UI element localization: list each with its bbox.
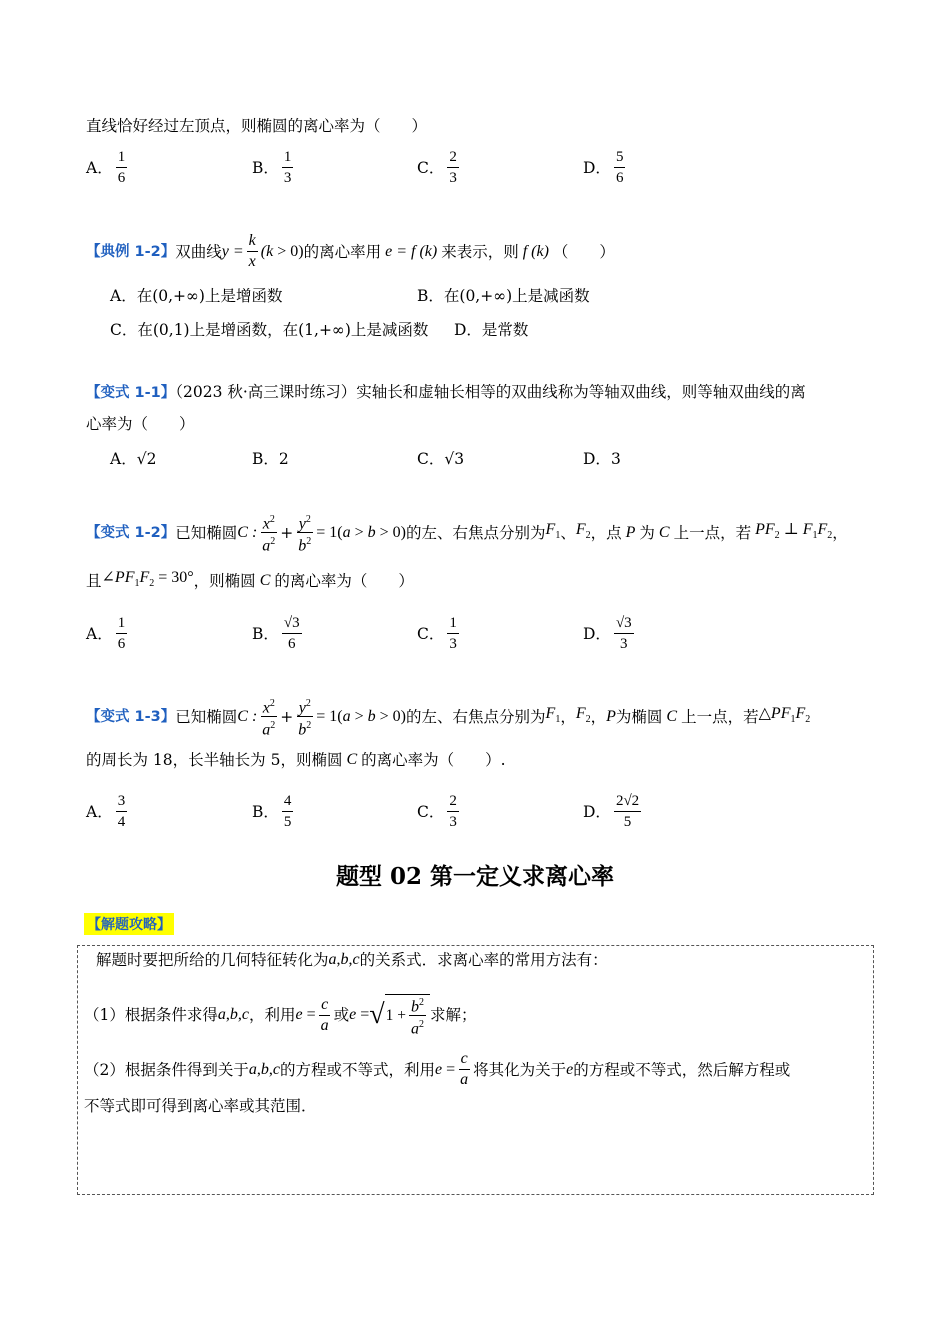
frac-num: 4 — [282, 792, 294, 812]
strategy-line3-d: 的方程或不等式，然后解方程或 — [573, 1060, 791, 1079]
q4-line2-a: 的周长为 18，长半轴长为 5，则椭圆 — [86, 751, 343, 769]
intro-line: 直线恰好经过左顶点，则椭圆的离心率为（ ） — [86, 117, 428, 135]
q2-tag: 【变式 1-1】 — [86, 385, 176, 401]
frac-num: 1 — [116, 614, 128, 634]
option-label: D． — [583, 450, 611, 468]
q1-option-a: A．在(0,+∞)上是增函数 — [110, 287, 283, 305]
frac-num: 2√2 — [614, 792, 641, 812]
q2-line1 — [86, 380, 806, 405]
q2-option-b — [252, 447, 289, 471]
q4-text-e: 为椭圆 — [615, 707, 663, 726]
strategy-line1-a: 解题时要把所给的几何特征转化为 — [96, 951, 329, 969]
frac-num: 3 — [116, 792, 128, 812]
formula-y: y = — [221, 242, 244, 260]
formula-fk: f (k) — [518, 242, 553, 260]
frac-den: 5 — [283, 814, 292, 830]
option-label: C． — [417, 802, 445, 821]
q1-text-d: （ ） — [552, 242, 615, 261]
strategy-badge: 【解题攻略】 — [84, 913, 174, 935]
q1-tag: 【典例 1-2】 — [86, 243, 176, 260]
frac-den: 3 — [283, 170, 292, 186]
q0-option-a — [86, 148, 130, 187]
frac-den: 6 — [117, 170, 126, 186]
q3-tag: 【变式 1-2】 — [86, 524, 176, 541]
option-label: D． — [583, 158, 611, 177]
q3-text-e: 为 — [639, 523, 655, 542]
q4-text-c: ， — [560, 707, 576, 726]
q3-option-b — [252, 614, 305, 653]
option-value: √3 — [444, 450, 465, 468]
q4-line2: 的周长为 18，长半轴长为 5，则椭圆 C 的离心率为（ ）. — [86, 748, 506, 772]
frac-den: 3 — [449, 814, 457, 830]
q4-text-a: 已知椭圆 — [175, 707, 238, 726]
frac-num: √3 — [282, 614, 302, 634]
option-value: √2 — [136, 450, 157, 468]
q3-text-f: 上一点，若 — [673, 523, 752, 542]
q4-stem: 【变式 1-3】 已知椭圆 C : $\frac{x^2}{a^2}$ + $\frac{y^2}{b^2}$ = 1(a > b > 0) 的左、右焦点分别为 $F_1$ ， $F_2$ ， P 为椭圆 C 上一点，若 $\triangle PF_1F_2$ — [86, 698, 811, 739]
section-title: 题型 02 第一定义求离心率 — [335, 863, 615, 890]
q3-option-c — [417, 614, 462, 653]
option-label: B． — [252, 802, 279, 821]
option-label: A． — [86, 158, 113, 177]
q2-option-c — [417, 447, 464, 471]
frac-den: 6 — [117, 636, 126, 652]
q4-option-a — [86, 792, 130, 831]
q3-line2-b: ，则椭圆 — [193, 572, 256, 591]
frac-num: 1 — [282, 148, 294, 168]
q1-text-c: 来表示，则 — [441, 242, 519, 261]
frac-den: 5 — [623, 814, 632, 830]
strategy-line2-d: 求解； — [430, 1006, 477, 1025]
option-label: D． — [583, 802, 611, 821]
q4-option-b — [252, 792, 296, 831]
frac-num: 2 — [447, 792, 459, 812]
q4-tag: 【变式 1-3】 — [86, 708, 176, 725]
q4-option-d — [583, 792, 644, 831]
q1-text-a: 双曲线 — [175, 242, 222, 261]
q3-option-d — [583, 614, 637, 653]
option-label: C． — [417, 158, 445, 177]
strategy-line2: （1）根据条件求得 a,b,c ，利用 e = $\frac{c}{a}$ 或 e = √ 1 + $\frac{b^2}{a^2}$ 求解； — [84, 995, 477, 1038]
q1-stem: 【典例 1-2】 双曲线 y = $\frac{k}{x}$ (k > 0) 的离心率用 e = f (k) 来表示，则 f (k) （ ） — [86, 232, 615, 270]
frac-num: 5 — [614, 148, 626, 168]
option-label: D． — [583, 624, 611, 643]
q2-text: （2023 秋·高三课时练习）实轴长和虚轴长相等的双曲线称为等轴双曲线，则等轴双曲线的离 — [175, 383, 806, 401]
option-label: B． — [252, 624, 279, 643]
option-label: C． — [417, 450, 445, 468]
q4-text-b: 的左、右焦点分别为 — [406, 707, 546, 726]
q1-option-d: D．是常数 — [454, 321, 529, 339]
q4-text-f: 上一点，若 — [681, 707, 759, 726]
strategy-line4: 不等式即可得到离心率或其范围． — [84, 1097, 317, 1115]
q1-text-b: 的离心率用 — [303, 242, 382, 261]
option-value: 2 — [278, 450, 289, 468]
strategy-line3-c: 将其化为关于 — [473, 1060, 567, 1079]
q2-option-a — [110, 447, 156, 471]
option-label: A． — [86, 624, 113, 643]
strategy-line2-a: （1）根据条件求得 — [84, 1006, 218, 1025]
q1-option-c: C．在(0,1)上是增函数，在(1,+∞)上是减函数 — [110, 321, 429, 339]
frac-den: 3 — [449, 170, 457, 186]
frac-num: 2 — [447, 148, 459, 168]
frac-num: √3 — [614, 614, 634, 634]
strategy-line2-c: 或 — [333, 1006, 350, 1025]
q3-line2: 且 $\angle PF_1F_2 = 30^\circ$ ，则椭圆 C 的离心率为（ ） — [86, 566, 414, 596]
frac-num: 1 — [116, 148, 128, 168]
q3-stem: 【变式 1-2】 已知椭圆 C : $\frac{x^2}{a^2}$ + $\frac{y^2}{b^2}$ = 1(a > b > 0) 的左、右焦点分别为 $F_1$ 、 $F_2$ ，点 P 为 C 上一点，若 $PF_2$ ⊥ $F_1F_2$ ， — [86, 514, 848, 555]
option-label: A． — [86, 802, 113, 821]
q3-text-c: 、 — [560, 523, 576, 542]
q3-line2-c: 的离心率为（ ） — [274, 572, 414, 591]
option-label: B． — [252, 450, 279, 468]
q3-line2-a: 且 — [86, 572, 102, 591]
frac-den: 4 — [117, 814, 126, 830]
option-label: C． — [417, 624, 445, 643]
option-value: 3 — [610, 450, 621, 468]
strategy-line3: （2）根据条件得到关于 a,b,c 的方程或不等式，利用 e = $\frac{c}{a}$ 将其化为关于 e 的方程或不等式，然后解方程或 — [84, 1050, 791, 1088]
q0-option-c — [417, 148, 462, 187]
frac-den: 6 — [615, 170, 624, 186]
formula-e: e = f (k) — [381, 242, 442, 260]
q1-option-b: B．在(0,+∞)上是减函数 — [417, 287, 590, 305]
frac-den: 3 — [449, 636, 457, 652]
frac-den: 6 — [288, 636, 296, 652]
frac-den: 3 — [620, 636, 628, 652]
strategy-line1-b: 的关系式．求离心率的常用方法有： — [359, 951, 608, 969]
option-label: A． — [110, 450, 137, 468]
q3-text-a: 已知椭圆 — [175, 523, 238, 542]
q2-option-d — [583, 447, 621, 471]
q0-option-b — [252, 148, 296, 187]
q4-line2-b: 的离心率为（ ）. — [361, 751, 506, 769]
q3-text-d: ，点 — [590, 523, 622, 542]
frac-num: 1 — [447, 614, 459, 634]
q3-option-a — [86, 614, 130, 653]
strategy-line3-b: 的方程或不等式，利用 — [279, 1060, 435, 1079]
strategy-line3-a: （2）根据条件得到关于 — [84, 1060, 249, 1079]
formula-k: (k > 0) — [260, 242, 304, 260]
option-label: B． — [252, 158, 279, 177]
q0-option-d — [583, 148, 628, 187]
strategy-line2-b: ，利用 — [248, 1006, 296, 1025]
strategy-line1: 解题时要把所给的几何特征转化为 a,b,c 的关系式．求离心率的常用方法有： — [96, 948, 608, 972]
q2-line2: 心率为（ ） — [86, 415, 195, 433]
q4-option-c — [417, 792, 462, 831]
q4-text-d: ， — [590, 707, 607, 726]
q3-text-b: 的左、右焦点分别为 — [406, 523, 546, 542]
